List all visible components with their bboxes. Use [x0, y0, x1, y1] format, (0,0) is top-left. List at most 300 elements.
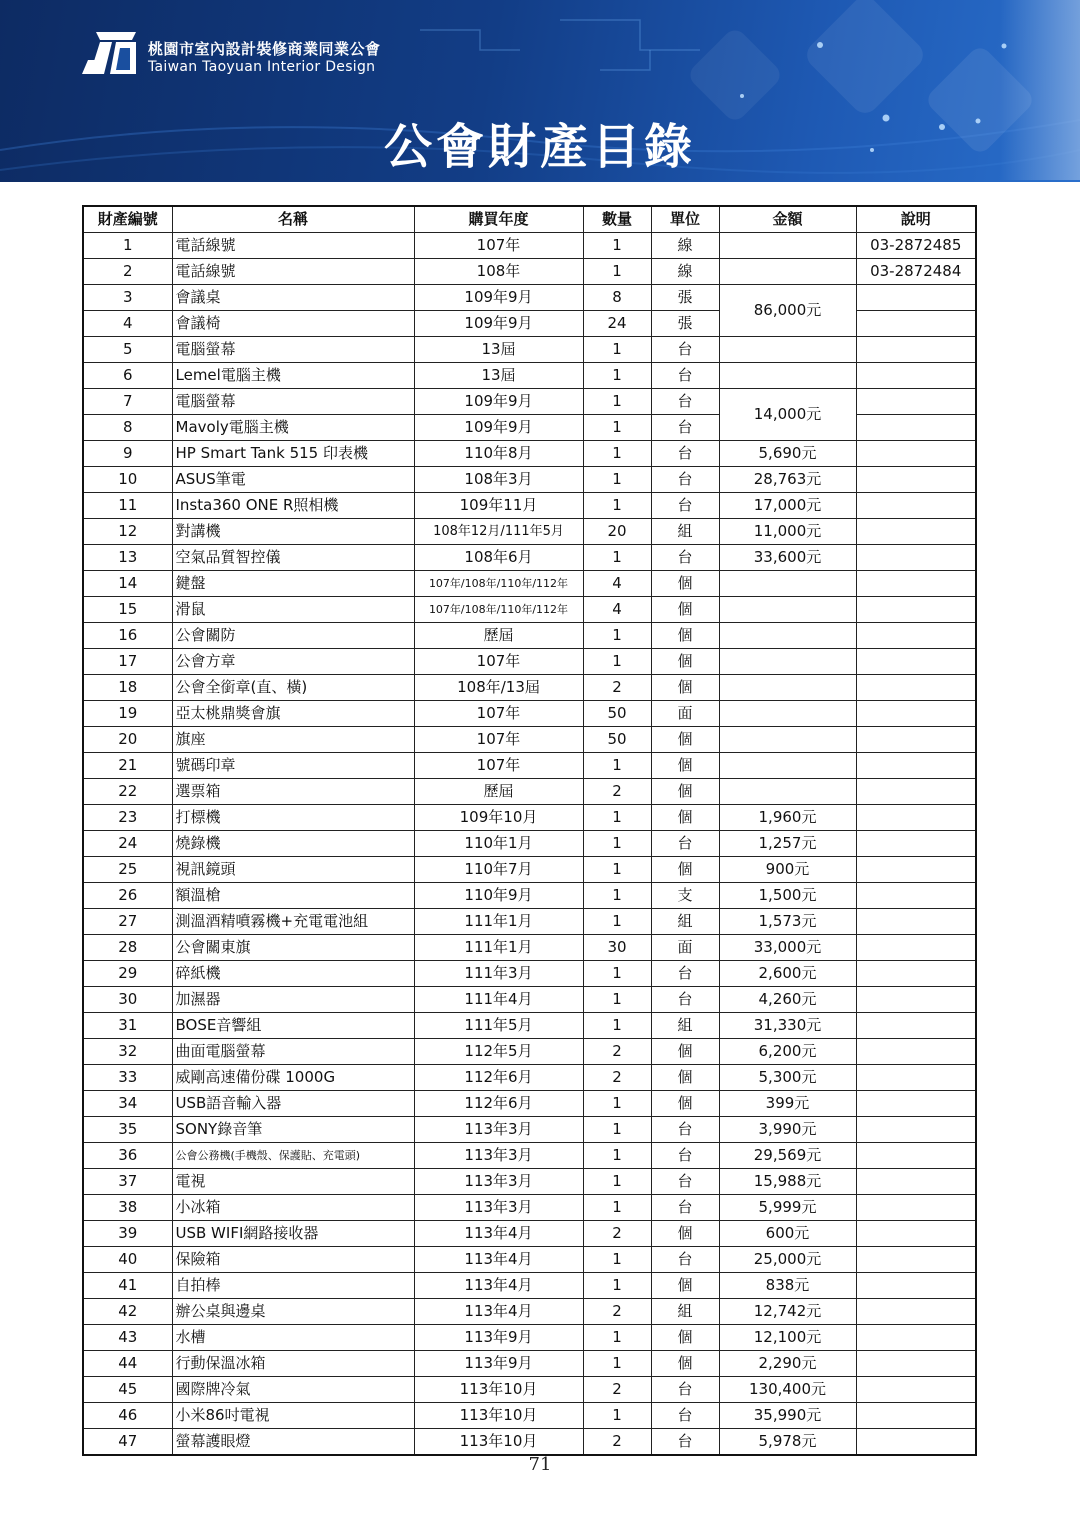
cell-unit: 台: [651, 545, 719, 571]
header-banner: [0, 0, 1080, 182]
page-number: 71: [528, 1454, 552, 1475]
cell-qty: 2: [583, 1039, 651, 1065]
cell-unit: 個: [651, 675, 719, 701]
cell-amount: [719, 649, 856, 675]
cell-note: [856, 1377, 976, 1403]
cell-year: 110年1月: [414, 831, 583, 857]
cell-amount: [719, 597, 856, 623]
table-row: [83, 259, 976, 285]
cell-amount: [719, 753, 856, 779]
cell-amount: 838元: [719, 1273, 856, 1299]
page-title: 公會財產目錄: [383, 119, 696, 175]
cell-name: 威剛高速備份碟 1000G: [172, 1065, 414, 1091]
cell-qty: 1: [583, 753, 651, 779]
cell-no: 11: [83, 493, 172, 519]
cell-unit: 台: [651, 415, 719, 441]
cell-qty: 30: [583, 935, 651, 961]
cell-qty: 2: [583, 675, 651, 701]
cell-name: 打標機: [172, 805, 414, 831]
cell-amount: 130,400元: [719, 1377, 856, 1403]
cell-note: [856, 1143, 976, 1169]
cell-amount: [719, 675, 856, 701]
cell-amount: 600元: [719, 1221, 856, 1247]
cell-note: 03-2872485: [856, 233, 976, 259]
cell-amount: 12,100元: [719, 1325, 856, 1351]
cell-qty: 1: [583, 1091, 651, 1117]
cell-unit: 個: [651, 779, 719, 805]
cell-qty: 1: [583, 1117, 651, 1143]
cell-qty: 1: [583, 1273, 651, 1299]
cell-year: 113年3月: [414, 1195, 583, 1221]
cell-note: [856, 961, 976, 987]
cell-unit: 台: [651, 441, 719, 467]
table-row: [83, 545, 976, 571]
cell-amount: 5,690元: [719, 441, 856, 467]
cell-unit: 台: [651, 987, 719, 1013]
cell-qty: 2: [583, 1221, 651, 1247]
cell-year: 111年5月: [414, 1013, 583, 1039]
cell-qty: 1: [583, 233, 651, 259]
table-row: [83, 909, 976, 935]
cell-amount: [719, 727, 856, 753]
cell-unit: 個: [651, 1325, 719, 1351]
cell-unit: 面: [651, 701, 719, 727]
table-row: [83, 1169, 976, 1195]
cell-unit: 台: [651, 389, 719, 415]
cell-qty: 1: [583, 1403, 651, 1429]
cell-amount: 4,260元: [719, 987, 856, 1013]
cell-note: [856, 701, 976, 727]
cell-name: 碎紙機: [172, 961, 414, 987]
cell-unit: 組: [651, 1013, 719, 1039]
cell-unit: 台: [651, 1377, 719, 1403]
cell-qty: 1: [583, 1169, 651, 1195]
cell-qty: 1: [583, 1325, 651, 1351]
cell-unit: 台: [651, 1169, 719, 1195]
cell-qty: 8: [583, 285, 651, 311]
table-row: [83, 1247, 976, 1273]
cell-qty: 50: [583, 701, 651, 727]
cell-qty: 2: [583, 1429, 651, 1456]
cell-note: [856, 1169, 976, 1195]
cell-unit: 個: [651, 1273, 719, 1299]
cell-qty: 1: [583, 363, 651, 389]
table-row: [83, 883, 976, 909]
cell-amount: 1,573元: [719, 909, 856, 935]
cell-unit: 個: [651, 1221, 719, 1247]
cell-no: 12: [83, 519, 172, 545]
cell-unit: 面: [651, 935, 719, 961]
table-row: [83, 337, 976, 363]
table-row: [83, 987, 976, 1013]
cell-amount: 5,999元: [719, 1195, 856, 1221]
cell-no: 43: [83, 1325, 172, 1351]
table-row: [83, 779, 976, 805]
cell-no: 38: [83, 1195, 172, 1221]
cell-no: 34: [83, 1091, 172, 1117]
col-header-amount: 金額: [719, 206, 856, 233]
cell-amount: 1,257元: [719, 831, 856, 857]
cell-unit: 線: [651, 233, 719, 259]
cell-no: 25: [83, 857, 172, 883]
cell-no: 14: [83, 571, 172, 597]
cell-qty: 2: [583, 1377, 651, 1403]
table-row: [83, 753, 976, 779]
cell-amount: 2,290元: [719, 1351, 856, 1377]
cell-name: 滑鼠: [172, 597, 414, 623]
cell-name: 保險箱: [172, 1247, 414, 1273]
cell-note: [856, 857, 976, 883]
table-row: [83, 233, 976, 259]
cell-name: 額溫槍: [172, 883, 414, 909]
cell-note: [856, 441, 976, 467]
cell-year: 歷屆: [414, 779, 583, 805]
cell-name: 國際牌冷氣: [172, 1377, 414, 1403]
cell-name: HP Smart Tank 515 印表機: [172, 441, 414, 467]
cell-no: 4: [83, 311, 172, 337]
table-row: [83, 389, 976, 415]
cell-no: 44: [83, 1351, 172, 1377]
cell-note: [856, 753, 976, 779]
cell-note: [856, 493, 976, 519]
cell-year: 107年: [414, 233, 583, 259]
col-header-no: 財產編號: [83, 206, 172, 233]
cell-note: [856, 1091, 976, 1117]
cell-note: [856, 831, 976, 857]
table-row: [83, 961, 976, 987]
cell-qty: 2: [583, 1065, 651, 1091]
cell-year: 107年: [414, 701, 583, 727]
cell-no: 26: [83, 883, 172, 909]
cell-amount: [719, 337, 856, 363]
cell-note: [856, 1429, 976, 1456]
cell-year: 108年: [414, 259, 583, 285]
cell-amount: 15,988元: [719, 1169, 856, 1195]
table-row: [83, 597, 976, 623]
cell-qty: 2: [583, 1299, 651, 1325]
cell-unit: 個: [651, 623, 719, 649]
table-row: [83, 1325, 976, 1351]
cell-qty: 1: [583, 961, 651, 987]
cell-year: 107年: [414, 649, 583, 675]
cell-qty: 1: [583, 805, 651, 831]
table-row: [83, 1299, 976, 1325]
cell-year: 108年/13屆: [414, 675, 583, 701]
cell-no: 46: [83, 1403, 172, 1429]
cell-note: [856, 1195, 976, 1221]
cell-name: 小米86吋電視: [172, 1403, 414, 1429]
cell-note: [856, 597, 976, 623]
cell-no: 36: [83, 1143, 172, 1169]
cell-note: [856, 1221, 976, 1247]
cell-qty: 1: [583, 857, 651, 883]
cell-note: [856, 467, 976, 493]
cell-amount: 5,300元: [719, 1065, 856, 1091]
cell-qty: 1: [583, 1247, 651, 1273]
cell-year: 113年10月: [414, 1429, 583, 1456]
cell-unit: 台: [651, 831, 719, 857]
cell-year: 107年: [414, 727, 583, 753]
cell-year: 13屆: [414, 337, 583, 363]
cell-year: 110年7月: [414, 857, 583, 883]
cell-no: 47: [83, 1429, 172, 1456]
cell-no: 1: [83, 233, 172, 259]
cell-qty: 20: [583, 519, 651, 545]
cell-note: [856, 1039, 976, 1065]
cell-unit: 台: [651, 337, 719, 363]
cell-unit: 個: [651, 597, 719, 623]
cell-unit: 台: [651, 1195, 719, 1221]
cell-note: [856, 1273, 976, 1299]
cell-year: 107年: [414, 753, 583, 779]
cell-year: 109年9月: [414, 389, 583, 415]
cell-no: 16: [83, 623, 172, 649]
table-row: [83, 701, 976, 727]
cell-name: Insta360 ONE R照相機: [172, 493, 414, 519]
table-row: [83, 1377, 976, 1403]
cell-name: 小冰箱: [172, 1195, 414, 1221]
cell-unit: 線: [651, 259, 719, 285]
cell-qty: 1: [583, 389, 651, 415]
cell-amount: 1,500元: [719, 883, 856, 909]
cell-unit: 台: [651, 1143, 719, 1169]
cell-no: 39: [83, 1221, 172, 1247]
cell-name: 鍵盤: [172, 571, 414, 597]
cell-year: 107年/108年/110年/112年: [414, 597, 583, 623]
cell-no: 13: [83, 545, 172, 571]
cell-unit: 個: [651, 1091, 719, 1117]
cell-note: [856, 337, 976, 363]
cell-no: 5: [83, 337, 172, 363]
cell-year: 111年3月: [414, 961, 583, 987]
cell-no: 32: [83, 1039, 172, 1065]
cell-qty: 1: [583, 1143, 651, 1169]
table-row: [83, 623, 976, 649]
cell-name: 自拍棒: [172, 1273, 414, 1299]
cell-unit: 台: [651, 1403, 719, 1429]
cell-unit: 台: [651, 1117, 719, 1143]
cell-no: 2: [83, 259, 172, 285]
cell-name: 電腦螢幕: [172, 389, 414, 415]
cell-no: 10: [83, 467, 172, 493]
cell-year: 112年6月: [414, 1091, 583, 1117]
cell-qty: 1: [583, 545, 651, 571]
col-header-name: 名稱: [172, 206, 414, 233]
cell-unit: 台: [651, 467, 719, 493]
cell-name: 辦公桌與邊桌: [172, 1299, 414, 1325]
col-header-year: 購買年度: [414, 206, 583, 233]
cell-qty: 1: [583, 1013, 651, 1039]
cell-qty: 1: [583, 467, 651, 493]
cell-name: 會議椅: [172, 311, 414, 337]
cell-note: [856, 1299, 976, 1325]
cell-year: 111年4月: [414, 987, 583, 1013]
cell-note: [856, 1117, 976, 1143]
cell-name: Lemel電腦主機: [172, 363, 414, 389]
cell-year: 112年6月: [414, 1065, 583, 1091]
cell-no: 33: [83, 1065, 172, 1091]
cell-no: 45: [83, 1377, 172, 1403]
cell-qty: 4: [583, 597, 651, 623]
cell-amount: 2,600元: [719, 961, 856, 987]
cell-amount: 35,990元: [719, 1403, 856, 1429]
cell-qty: 1: [583, 649, 651, 675]
col-header-note: 說明: [856, 206, 976, 233]
cell-amount: 33,000元: [719, 935, 856, 961]
cell-note: [856, 1065, 976, 1091]
cell-year: 110年8月: [414, 441, 583, 467]
cell-name: 對講機: [172, 519, 414, 545]
cell-amount: 6,200元: [719, 1039, 856, 1065]
cell-no: 22: [83, 779, 172, 805]
cell-year: 113年10月: [414, 1377, 583, 1403]
cell-name: 電話線號: [172, 259, 414, 285]
table-row: [83, 1039, 976, 1065]
cell-note: [856, 649, 976, 675]
cell-name: 選票箱: [172, 779, 414, 805]
cell-note: [856, 805, 976, 831]
table-row: [83, 805, 976, 831]
cell-name: 電話線號: [172, 233, 414, 259]
cell-note: [856, 363, 976, 389]
cell-note: [856, 1013, 976, 1039]
cell-name: 曲面電腦螢幕: [172, 1039, 414, 1065]
cell-note: [856, 1351, 976, 1377]
cell-amount: 33,600元: [719, 545, 856, 571]
cell-qty: 2: [583, 779, 651, 805]
cell-year: 113年3月: [414, 1117, 583, 1143]
cell-name: 公會全銜章(直、橫): [172, 675, 414, 701]
cell-qty: 1: [583, 883, 651, 909]
cell-unit: 支: [651, 883, 719, 909]
table-header-row: [83, 206, 976, 233]
table-row: [83, 1117, 976, 1143]
cell-note: [856, 727, 976, 753]
cell-amount: [719, 259, 856, 285]
cell-qty: 1: [583, 337, 651, 363]
table-row: [83, 1273, 976, 1299]
table-row: [83, 363, 976, 389]
cell-name: 公會方章: [172, 649, 414, 675]
cell-no: 9: [83, 441, 172, 467]
cell-note: [856, 883, 976, 909]
cell-amount: 28,763元: [719, 467, 856, 493]
cell-name: 測溫酒精噴霧機+充電電池組: [172, 909, 414, 935]
cell-note: 03-2872484: [856, 259, 976, 285]
table-row: [83, 285, 976, 311]
cell-year: 111年1月: [414, 935, 583, 961]
cell-name: 水槽: [172, 1325, 414, 1351]
cell-no: 28: [83, 935, 172, 961]
cell-no: 20: [83, 727, 172, 753]
cell-no: 27: [83, 909, 172, 935]
org-name-cn: 桃園市室內設計裝修商業同業公會: [148, 40, 381, 58]
table-row: [83, 831, 976, 857]
cell-qty: 1: [583, 831, 651, 857]
cell-amount: 17,000元: [719, 493, 856, 519]
cell-qty: 1: [583, 259, 651, 285]
cell-year: 113年4月: [414, 1299, 583, 1325]
cell-name: SONY錄音筆: [172, 1117, 414, 1143]
cell-year: 108年6月: [414, 545, 583, 571]
cell-name: 亞太桃鼎獎會旗: [172, 701, 414, 727]
cell-year: 111年1月: [414, 909, 583, 935]
cell-note: [856, 415, 976, 441]
cell-name: USB語音輸入器: [172, 1091, 414, 1117]
cell-note: [856, 389, 976, 415]
cell-note: [856, 519, 976, 545]
table-row: [83, 1091, 976, 1117]
cell-unit: 個: [651, 805, 719, 831]
cell-no: 29: [83, 961, 172, 987]
cell-no: 42: [83, 1299, 172, 1325]
cell-name: 公會關防: [172, 623, 414, 649]
cell-amount: [719, 779, 856, 805]
cell-qty: 1: [583, 493, 651, 519]
cell-note: [856, 285, 976, 311]
cell-note: [856, 1247, 976, 1273]
table-row: [83, 857, 976, 883]
cell-no: 19: [83, 701, 172, 727]
cell-qty: 50: [583, 727, 651, 753]
cell-year: 113年4月: [414, 1273, 583, 1299]
cell-amount: [719, 701, 856, 727]
cell-amount: 86,000元: [719, 285, 856, 337]
cell-amount: 11,000元: [719, 519, 856, 545]
col-header-qty: 數量: [583, 206, 651, 233]
cell-no: 30: [83, 987, 172, 1013]
cell-no: 37: [83, 1169, 172, 1195]
cell-unit: 組: [651, 1299, 719, 1325]
cell-unit: 台: [651, 493, 719, 519]
table-row: [83, 727, 976, 753]
table-row: [83, 1403, 976, 1429]
cell-no: 18: [83, 675, 172, 701]
cell-year: 113年9月: [414, 1351, 583, 1377]
cell-note: [856, 675, 976, 701]
cell-note: [856, 987, 976, 1013]
cell-unit: 台: [651, 1247, 719, 1273]
cell-year: 108年12月/111年5月: [414, 519, 583, 545]
cell-unit: 個: [651, 571, 719, 597]
cell-no: 3: [83, 285, 172, 311]
cell-name: 公會公務機(手機殼、保護貼、充電頭): [172, 1143, 414, 1169]
col-header-unit: 單位: [651, 206, 719, 233]
cell-name: 視訊鏡頭: [172, 857, 414, 883]
table-row: [83, 1065, 976, 1091]
cell-unit: 張: [651, 311, 719, 337]
table-row: [83, 493, 976, 519]
cell-no: 17: [83, 649, 172, 675]
cell-year: 108年3月: [414, 467, 583, 493]
cell-unit: 組: [651, 909, 719, 935]
cell-note: [856, 935, 976, 961]
cell-amount: 12,742元: [719, 1299, 856, 1325]
cell-amount: 25,000元: [719, 1247, 856, 1273]
cell-no: 23: [83, 805, 172, 831]
table-row: [83, 467, 976, 493]
cell-name: BOSE音響組: [172, 1013, 414, 1039]
cell-year: 113年3月: [414, 1169, 583, 1195]
cell-unit: 個: [651, 1351, 719, 1377]
tid-logo-icon: [82, 30, 136, 76]
table-row: [83, 1429, 976, 1456]
cell-amount: [719, 233, 856, 259]
cell-name: 電腦螢幕: [172, 337, 414, 363]
table-row: [83, 1143, 976, 1169]
cell-qty: 1: [583, 1195, 651, 1221]
cell-qty: 1: [583, 441, 651, 467]
